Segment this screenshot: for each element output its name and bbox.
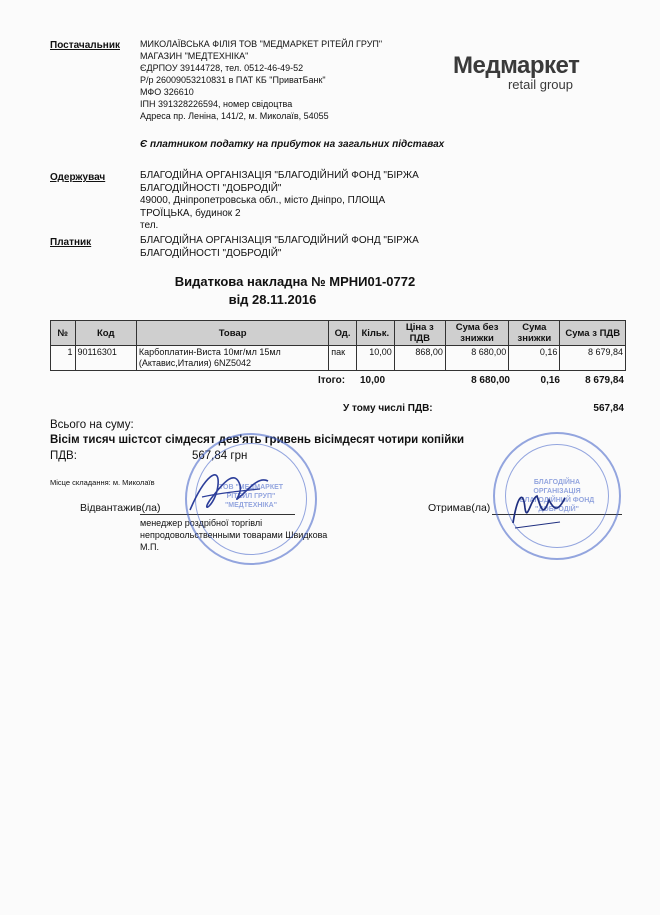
cell-num: 1 [51,346,76,371]
recipient-line: 49000, Дніпропетровська обл., місто Дніпро, ПЛОЩА [140,195,386,206]
summary-vat-label: ПДВ: [50,450,77,462]
col-header: Код [75,321,136,346]
position-line: М.П. [140,542,159,552]
cell-unit: пак [329,346,357,371]
col-header: Сума знижки [509,321,560,346]
col-header: Сума без знижки [445,321,508,346]
supplier-line: МАГАЗИН "МЕДТЕХНІКА" [140,51,249,61]
totals-qty: 10,00 [360,375,386,386]
col-header: Кільк. [356,321,394,346]
received-label: Отримав(ла) [428,502,491,514]
cell-product: Карбоплатин-Виста 10мг/мл 15мл (Актавис,Италия) 6NZ5042 [136,346,328,371]
position-line: непродовольственными товарами Швидкова [140,530,328,540]
payer-line: БЛАГОДІЙНОСТІ "ДОБРОДІЙ" [140,247,282,259]
place-of-issue: Місце складання: м. Миколаїв [50,478,155,487]
shipped-label: Відвантажив(ла) [80,502,161,514]
items-table [50,320,626,371]
recipient-details [140,170,470,233]
table-row [51,346,626,371]
supplier-details [140,38,470,122]
summary-vat-amount: 567,84 грн [192,450,248,462]
supplier-stamp-text: ТОВ "МЕДМАРКЕТ РІТЕЙЛ ГРУП" "МЕДТЕХНІКА" [218,484,284,509]
vat-value: 567,84 [593,403,624,414]
totals-label: Ітого: [318,375,346,386]
supplier-label: Постачальник [50,40,120,51]
payer-label: Платник [50,237,92,248]
supplier-line: ЄДРПОУ 39144728, тел. 0512-46-49-52 [140,63,304,73]
tax-note: Є платником податку на прибуток на загальних підставах [140,139,445,150]
company-logo [453,52,580,92]
table-header-row [51,321,626,346]
cell-price: 868,00 [394,346,445,371]
cell-sum-vat: 8 679,84 [560,346,626,371]
total-label: Всього на суму: [50,419,134,431]
logo-sub-text: retail group [507,77,573,92]
payer-line: БЛАГОДІЙНА ОРГАНІЗАЦІЯ "БЛАГОДІЙНИЙ ФОНД "БІРЖА [140,235,419,246]
supplier-signature [180,455,275,525]
invoice-title: Видаткова накладна № МРНИ01-0772 [174,274,416,289]
vat-label: У тому числі ПДВ: [343,403,433,414]
recipient-line: тел. [140,220,159,231]
col-header: Од. [329,321,357,346]
supplier-line: ІПН 391328226594, номер свідоцтва [140,99,293,109]
recipient-line: ТРОЇЦЬКА, будинок 2 [140,207,241,219]
payer-details [140,235,470,260]
recipient-line: БЛАГОДІЙНА ОРГАНІЗАЦІЯ "БЛАГОДІЙНИЙ ФОНД "БІРЖА [140,170,419,181]
supplier-line: Р/р 26009053210831 в ПАТ КБ "ПриватБанк" [140,75,326,85]
totals-discount: 0,16 [540,375,560,386]
recipient-label: Одержувач [50,172,106,183]
recipient-line: БЛАГОДІЙНОСТІ "ДОБРОДІЙ" [140,182,282,194]
invoice-date: від 28.11.2016 [228,292,317,307]
amount-in-words: Вісім тисяч шістсот сімдесят дев'ять гривень вісімдесят чотири копійки [50,434,465,446]
supplier-line: Адреса пр. Леніна, 141/2, м. Миколаїв, 54055 [140,111,329,121]
col-header: Сума з ПДВ [560,321,626,346]
col-header: Товар [136,321,328,346]
recipient-stamp-text: БЛАГОДІЙНА ОРГАНІЗАЦІЯ БЛАГОДІЙНИЙ ФОНД "ДОБРОДІЙ" [519,479,595,513]
cell-code: 90116301 [75,346,136,371]
supplier-line: МИКОЛАЇВСЬКА ФІЛІЯ ТОВ "МЕДМАРКЕТ РІТЕЙЛ ГРУП" [140,39,383,49]
col-header: Ціна з ПДВ [394,321,445,346]
recipient-signature [505,478,575,538]
supplier-line: МФО 326610 [140,87,194,97]
cell-qty: 10,00 [356,346,394,371]
cell-discount: 0,16 [509,346,560,371]
totals-sum-vat: 8 679,84 [585,375,624,386]
logo-main-text: Медмаркет [453,52,580,79]
col-header: № [51,321,76,346]
position-line: менеджер роздрібної торгівлі [140,518,263,528]
cell-sum: 8 680,00 [445,346,508,371]
totals-sum: 8 680,00 [471,375,510,386]
